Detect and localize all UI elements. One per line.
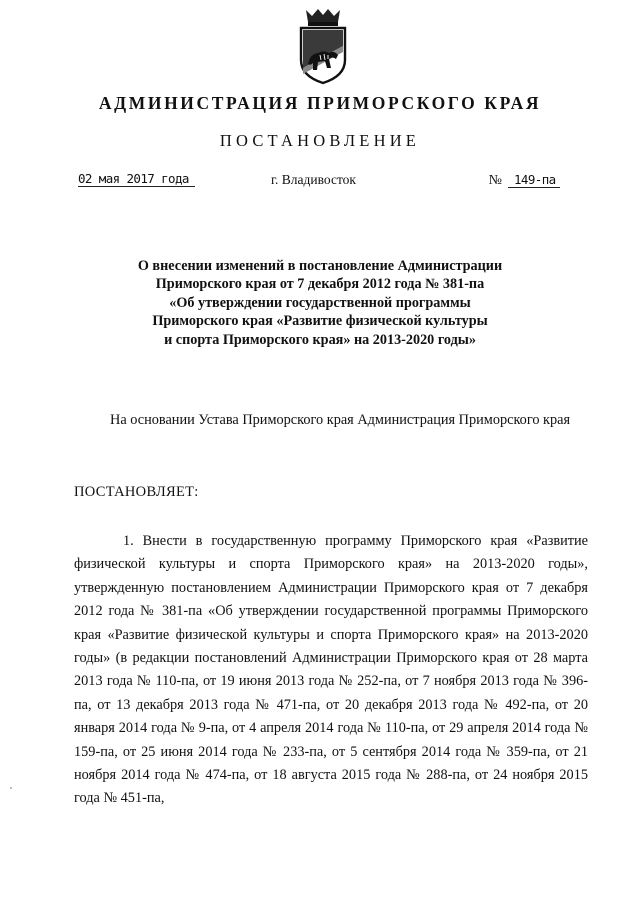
title-line: Приморского края от 7 декабря 2012 года № 381-па bbox=[155, 276, 485, 293]
document-city: г. Владивосток bbox=[271, 172, 356, 187]
document-type: ПОСТАНОВЛЕНИЕ bbox=[219, 131, 421, 150]
item-1-paragraph: 1. Внести в государственную программу Приморского края «Развитие физической культуры и спорта Приморского края» на 2013-2020 годы», утвержденную постановлением Администрации Приморского края от 7 декабря 2012 года № 381-па «Об утверждении государственной программы Приморского края «Развитие физической культуры и спорта Приморского края» на 2013-2020 годы» (в редакции постановлений Администрации Приморского края от 28 марта 2013 года № 110-па, от 19 июня 2013 года № 252-па, от 7 ноября 2013 года № 396-па, от 13 декабря 2013 года № 471-па, от 20 декабря 2013 года № 492-па, от 20 января 2014 года № 9-па, от 4 апреля 2014 года № 110-па, от 29 апреля 2014 года № 159-па, от 25 июня 2014 года № 233-па, от 5 сентября 2014 года № 359-па, от 21 ноября 2014 года № 474-па, от 18 августа 2015 года № 288-па, от 24 ноября 2015 года № 451-па, bbox=[74, 533, 588, 807]
number-sign: № bbox=[488, 173, 502, 188]
document-date: 02 мая 2017 года bbox=[78, 172, 195, 187]
title-line: «Об утверждении государственной программы bbox=[169, 294, 471, 311]
title-line: и спорта Приморского края» на 2013-2020 годы» bbox=[164, 331, 476, 348]
document-number: 149-па bbox=[508, 173, 560, 188]
ruling-heading: ПОСТАНОВЛЯЕТ: bbox=[74, 484, 199, 500]
title-line: Приморского края «Развитие физической культуры bbox=[152, 313, 488, 330]
scan-speck bbox=[10, 787, 12, 789]
document-number-block bbox=[489, 172, 560, 189]
title-line: О внесении изменений в постановление Администрации bbox=[137, 258, 503, 274]
coat-of-arms-emblem bbox=[296, 6, 350, 86]
organization-name: АДМИНИСТРАЦИЯ ПРИМОРСКОГО КРАЯ bbox=[98, 93, 542, 113]
document-title bbox=[0, 257, 640, 349]
basis-paragraph: На основании Устава Приморского края Администрация Приморского края bbox=[110, 412, 571, 428]
